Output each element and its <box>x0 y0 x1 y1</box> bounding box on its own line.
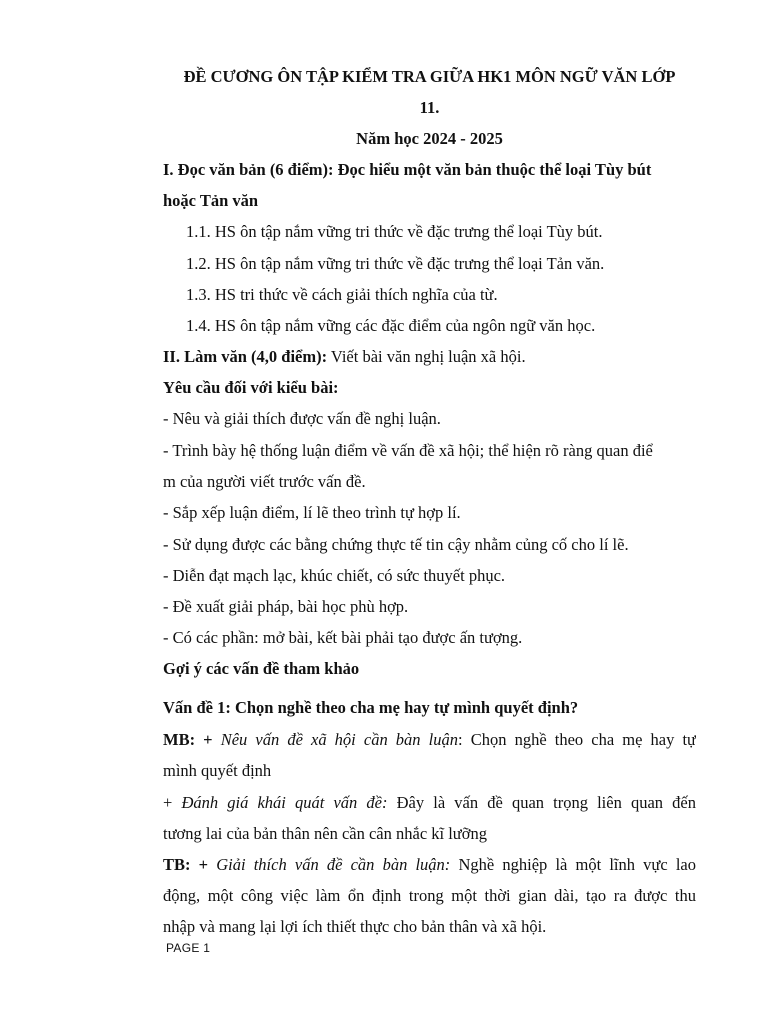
doc-title-line2: 11. <box>419 98 440 117</box>
section1-item: 1.3. HS tri thức về cách giải thích nghĩa của từ. <box>186 285 498 304</box>
requirement-item: - Trình bày hệ thống luận điểm về vấn đề xã hội; thể hiện rõ ràng quan điể <box>163 441 653 460</box>
requirement-item: - Có các phần: mở bài, kết bài phải tạo được ấn tượng. <box>163 628 523 647</box>
tb-text: Nghề nghiệp là một lĩnh vực lao <box>458 855 696 874</box>
section1-item: 1.2. HS ôn tập nắm vững tri thức về đặc trưng thể loại Tản văn. <box>186 254 605 273</box>
requirement-item: - Sắp xếp luận điểm, lí lẽ theo trình tự hợp lí. <box>163 503 461 522</box>
section2-heading <box>163 346 696 368</box>
doc-title-line1: ĐỀ CƯƠNG ÔN TẬP KIỂM TRA GIỮA HK1 MÔN NGỮ VĂN LỚP <box>183 67 676 86</box>
mb-label: MB: + <box>163 730 221 749</box>
requirement-item: - Sử dụng được các bằng chứng thực tế tin cậy nhằm củng cố cho lí lẽ. <box>163 535 629 554</box>
section1-item: 1.1. HS ôn tập nắm vững tri thức về đặc trưng thể loại Tùy bút. <box>186 222 603 241</box>
mb2-line1 <box>163 792 696 814</box>
issue1-heading: Vấn đề 1: Chọn nghề theo cha mẹ hay tự mình quyết định? <box>163 698 579 717</box>
page-number-footer: PAGE 1 <box>166 941 211 955</box>
mb-line2: mình quyết định <box>163 761 272 780</box>
requirement-item: - Nêu và giải thích được vấn đề nghị luận. <box>163 409 441 428</box>
requirement-item: - Đề xuất giải pháp, bài học phù hợp. <box>163 597 409 616</box>
tb-line2: động, một công việc làm ổn định trong một thời gian dài, tạo ra được thu <box>163 886 696 905</box>
section1-heading-line2: hoặc Tản văn <box>163 191 259 210</box>
tb-label: TB: + <box>163 855 217 874</box>
tb-line3: nhập và mang lại lợi ích thiết thực cho bản thân và xã hội. <box>163 917 547 936</box>
tb-line1 <box>163 854 696 876</box>
requirement-item: - Diễn đạt mạch lạc, khúc chiết, có sức thuyết phục. <box>163 566 506 585</box>
section1-heading-line1: I. Đọc văn bản (6 điểm): Đọc hiểu một văn bản thuộc thể loại Tùy bút <box>163 160 652 179</box>
section1-item: 1.4. HS ôn tập nắm vững các đặc điểm của ngôn ngữ văn học. <box>186 316 596 335</box>
mb-text: : Chọn nghề theo cha mẹ hay tự <box>458 730 696 749</box>
requirements-heading: Yêu cầu đối với kiểu bài: <box>163 378 339 397</box>
school-year: Năm học 2024 - 2025 <box>356 129 503 148</box>
requirement-item: m của người viết trước vấn đề. <box>163 472 366 491</box>
section2-heading-rest: Viết bài văn nghị luận xã hội. <box>327 347 526 366</box>
mb2-text: Đây là vấn đề quan trọng liên quan đến <box>396 793 696 812</box>
mb-line1 <box>163 729 696 751</box>
mb-italic: Nêu vấn đề xã hội cần bàn luận <box>220 730 459 749</box>
tb-italic: Giải thích vấn đề cần bàn luận: <box>216 855 451 874</box>
suggestions-heading: Gợi ý các vấn đề tham khảo <box>163 659 360 678</box>
section2-heading-bold: II. Làm văn (4,0 điểm): <box>163 347 328 366</box>
mb2-prefix: + <box>163 793 182 812</box>
mb2-line2: tương lai của bản thân nên cần cân nhắc kĩ lưỡng <box>163 824 487 843</box>
mb2-italic: Đánh giá khái quát vấn đề: <box>181 793 388 812</box>
